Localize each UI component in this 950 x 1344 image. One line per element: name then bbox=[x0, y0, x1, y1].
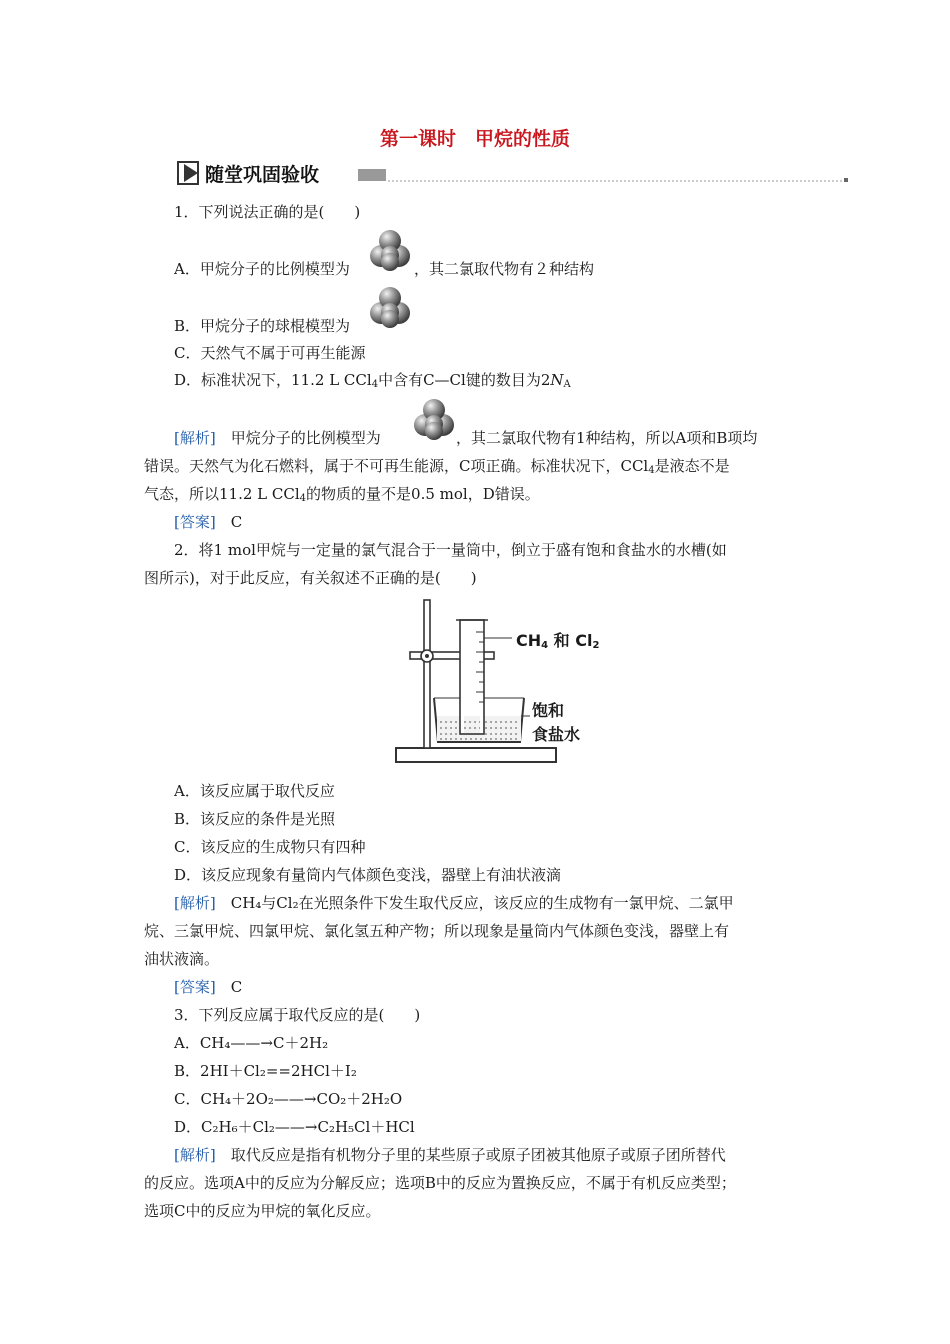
question-stem-line-2: 图所示)，对于此反应，有关叙述不正确的是( ) bbox=[144, 569, 477, 587]
option-c: C．天然气不属于可再生能源 bbox=[174, 344, 366, 362]
option-c: C．CH₄＋2O₂——→CO₂＋2H₂O bbox=[174, 1090, 403, 1108]
option-d: D．C₂H₆＋Cl₂——→C₂H₅Cl＋HCl bbox=[174, 1118, 415, 1136]
question-stem: 3．下列反应属于取代反应的是( ) bbox=[174, 1006, 421, 1024]
answer-tag: [答案] bbox=[174, 978, 216, 996]
stand-base bbox=[396, 748, 556, 762]
answer bbox=[174, 976, 242, 997]
option-a bbox=[174, 258, 350, 279]
answer-tag: [答案] bbox=[174, 513, 216, 531]
analysis-line-2: 错误。天然气为化石燃料，属于不可再生能源，C项正确。标准状况下，CCl$_4$是液态不是 bbox=[144, 457, 730, 476]
option-d: D．该反应现象有量筒内气体颜色变浅，器壁上有油状液滴 bbox=[174, 866, 562, 884]
page-title: 第一课时 甲烷的性质 bbox=[379, 128, 570, 150]
analysis-line-2: 的反应。选项A中的反应为分解反应；选项B中的反应为置换反应，不属于有机反应类型； bbox=[144, 1174, 736, 1192]
apparatus-figure bbox=[390, 598, 620, 770]
analysis-line-1b: ，其二氯取代物有1种结构，所以A项和B项均 bbox=[456, 429, 758, 447]
analysis-line-1: [解析] 甲烷分子的比例模型为 bbox=[174, 429, 381, 447]
question-stem: 1．下列说法正确的是( ) bbox=[174, 203, 361, 221]
methane-space-filling-model-icon bbox=[368, 228, 412, 272]
option-b: B．该反应的条件是光照 bbox=[174, 810, 336, 828]
option-a: A．该反应属于取代反应 bbox=[174, 782, 335, 800]
answer bbox=[174, 511, 242, 532]
answer-value: C bbox=[230, 978, 243, 996]
play-arrow-icon bbox=[184, 164, 198, 182]
analysis-tag: [解析] bbox=[174, 429, 216, 447]
answer-value: C bbox=[230, 513, 243, 531]
option-b: B．2HI＋Cl₂==2HCl＋I₂ bbox=[174, 1062, 357, 1080]
methane-ball-stick-model-icon bbox=[368, 285, 412, 329]
option-a: A．CH₄——→C＋2H₂ bbox=[174, 1034, 329, 1052]
analysis-line-3: 油状液滴。 bbox=[144, 950, 220, 968]
analysis-line-1: [解析] 取代反应是指有机物分子里的某些原子或原子团被其他原子或原子团所替代 bbox=[174, 1146, 726, 1164]
stand-rod bbox=[424, 600, 430, 748]
label-water-1: 饱和 bbox=[532, 701, 565, 720]
label-gas: $CH_4$ 和 $Cl_2$ bbox=[516, 631, 600, 651]
analysis-tag: [解析] bbox=[174, 894, 216, 912]
option-d: D．标准状况下，11.2 L CCl$_4$中含有C—Cl键的数目为$2N_A$ bbox=[174, 371, 571, 390]
analysis-line-3: 选项C中的反应为甲烷的氧化反应。 bbox=[144, 1202, 381, 1220]
option-b: B．甲烷分子的球棍模型为 bbox=[174, 317, 351, 335]
option-a-text: A．甲烷分子的比例模型为 bbox=[174, 260, 350, 278]
analysis-line-1: [解析] CH₄与Cl₂在光照条件下发生取代反应，该反应的生成物有一氯甲烷、二氯甲 bbox=[174, 894, 734, 912]
analysis-tag: [解析] bbox=[174, 1146, 216, 1164]
option-a-suffix: ，其二氯取代物有２种结构 bbox=[414, 260, 595, 278]
section-title: 随堂巩固验收 bbox=[205, 164, 320, 186]
analysis-line-2: 烷、三氯甲烷、四氯甲烷、氯化氢五种产物；所以现象是量筒内气体颜色变浅，器壁上有 bbox=[144, 922, 730, 940]
option-c: C．该反应的生成物只有四种 bbox=[174, 838, 366, 856]
question-stem-line-1: 2．将1 mol甲烷与一定量的氯气混合于一量筒中，倒立于盛有饱和食盐水的水槽(如 bbox=[174, 541, 727, 559]
header-bar bbox=[358, 169, 386, 181]
label-water-2: 食盐水 bbox=[532, 725, 581, 744]
methane-space-filling-model-icon bbox=[412, 397, 456, 441]
analysis-line-3: 气态，所以11.2 L CCl$_4$的物质的量不是0.5 mol，D错误。 bbox=[144, 485, 540, 504]
